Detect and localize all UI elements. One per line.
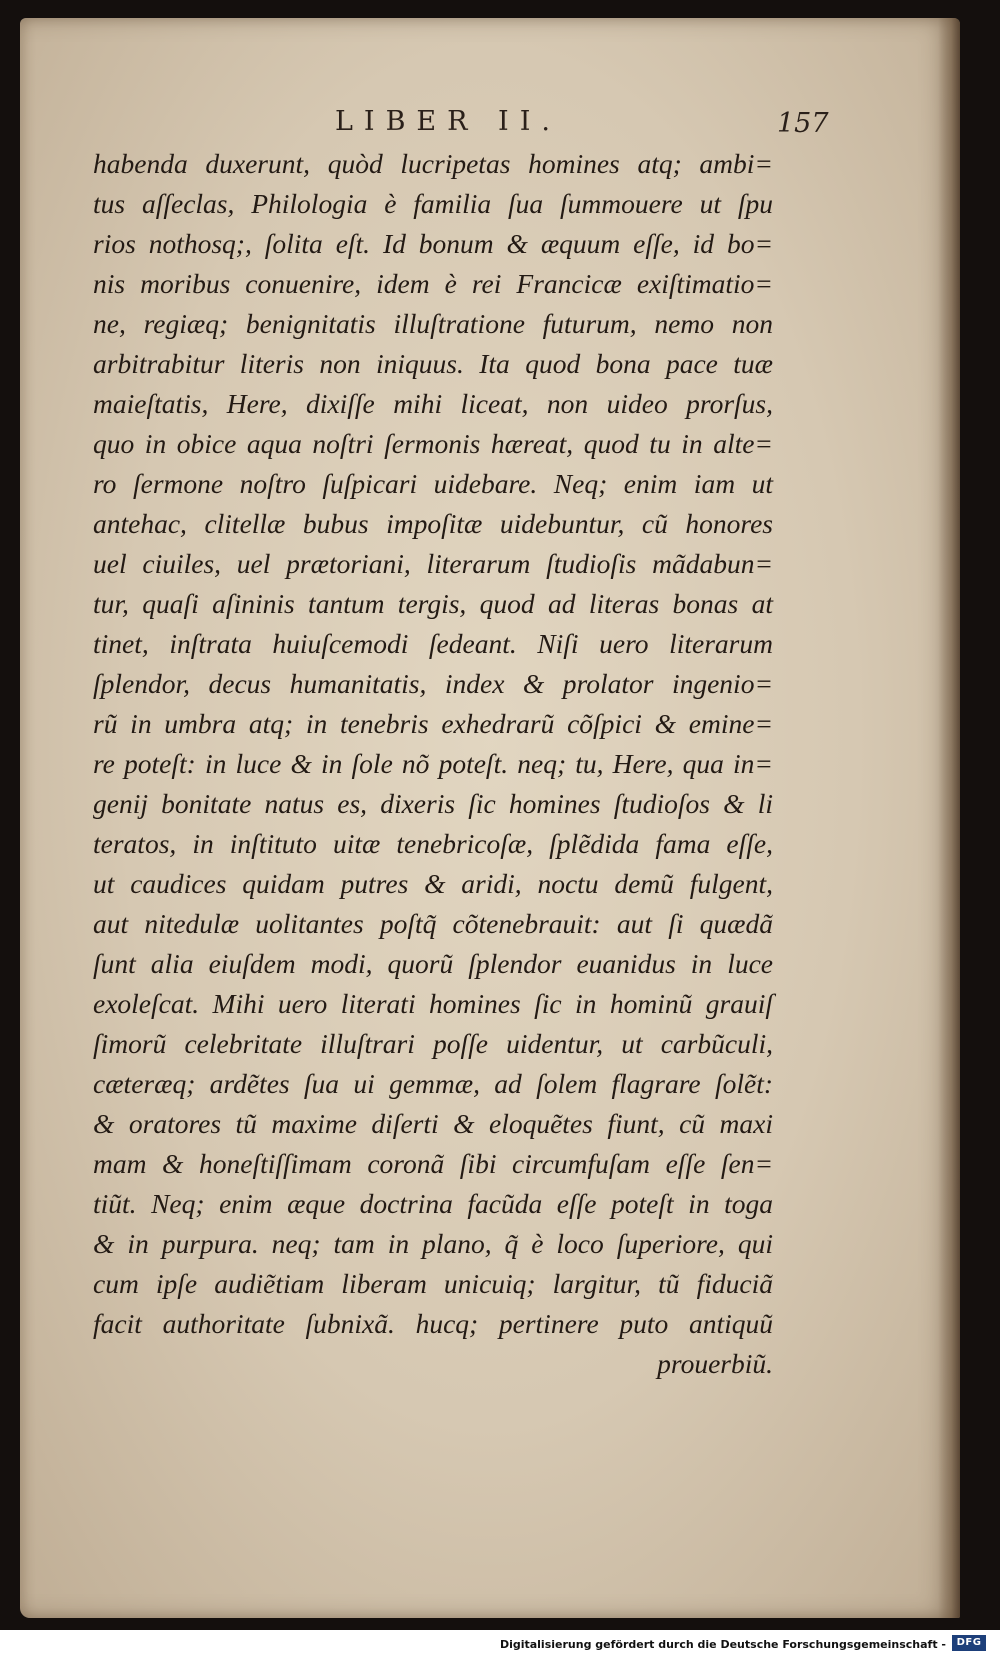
page-edge-shadow: [938, 18, 960, 1618]
book-page: [20, 18, 960, 1618]
digitization-footer: [0, 1630, 1000, 1660]
text-line: arbitrabitur literis non iniquus. Ita quod bona pace tuæ: [93, 348, 773, 379]
text-line: & in purpura. neq; tam in plano, q̃ è loco ſuperiore, qui: [93, 1228, 773, 1259]
text-line: ſunt alia eiuſdem modi, quorũ ſplendor euanidus in luce: [93, 948, 773, 979]
page-number: 157: [777, 108, 829, 139]
text-line: ſplendor, decus humanitatis, index & prolator ingenio=: [93, 668, 773, 699]
running-head: LIBER II.: [335, 106, 561, 137]
text-block: [93, 144, 773, 1384]
text-line: rios nothosq;, ſolita eſt. Id bonum & æquum eſſe, id bo=: [93, 228, 773, 259]
text-line: re poteſt: in luce & in ſole nõ poteſt. neq; tu, Here, qua in=: [93, 748, 773, 779]
text-line: aut nitedulæ uolitantes poſtq̃ cõtenebrauit: aut ſi quædã: [93, 908, 773, 939]
text-line: tus aſſeclas, Philologia è familia ſua ſummouere ut ſpu: [93, 188, 773, 219]
text-line: ro ſermone noſtro ſuſpicari uidebare. Neq; enim iam ut: [93, 468, 773, 499]
text-line: nis moribus conuenire, idem è rei Franciсæ exiſtimatio=: [93, 268, 773, 299]
text-line: quo in obice aqua noſtri ſermonis hæreat, quod tu in alte=: [93, 428, 773, 459]
text-line: mam & honeſtiſſimam coronã ſibi circumfuſam eſſe ſen=: [93, 1148, 773, 1179]
text-line: ſimorũ celebritate illuſtrari poſſe uidentur, ut carbũculi,: [93, 1028, 773, 1059]
text-line: uel ciuiles, uel prætoriani, literarum ſtudioſis mãdabun=: [93, 548, 773, 579]
text-line: cæteræq; ardẽtes ſua ui gemmæ, ad ſolem flagrare ſolẽt:: [93, 1068, 773, 1099]
text-line: facit authoritate ſubnixã. hucq; pertinere puto antiquũ: [93, 1308, 773, 1339]
text-line: & oratores tũ maxime diſerti & eloquẽtes fiunt, cũ maxi: [93, 1108, 773, 1139]
text-line: ne, regiæq; benignitatis illuſtratione futurum, nemo non: [93, 308, 773, 339]
text-line: prouerbiũ.: [657, 1348, 773, 1379]
text-line: rũ in umbra atq; in tenebris exhedrarũ cõſpici & emine=: [93, 708, 773, 739]
text-line: exoleſcat. Mihi uero literati homines ſic in hominũ grauiſ: [93, 988, 773, 1019]
text-line: ut caudices quidam putres & aridi, noctu demũ fulgent,: [93, 868, 773, 899]
dfg-logo: DFG: [952, 1635, 986, 1651]
text-line: habenda duxerunt, quòd lucripetas homines atq; ambi=: [93, 148, 773, 179]
text-line: maieſtatis, Here, dixiſſe mihi liceat, non uideo prorſus,: [93, 388, 773, 419]
text-line: tinet, inſtrata huiuſcemodi ſedeant. Niſi uero literarum: [93, 628, 773, 659]
text-line: cum ipſe audiẽtiam liberam unicuiq; largitur, tũ fiduciã: [93, 1268, 773, 1299]
text-line: teratos, in inſtituto uitæ tenebricoſæ, ſplẽdida fama eſſe,: [93, 828, 773, 859]
text-line: antehac, clitellæ bubus impoſitæ uidebuntur, cũ honores: [93, 508, 773, 539]
text-line: genij bonitate natus es, dixeris ſic homines ſtudioſos & li: [93, 788, 773, 819]
text-line: tiũt. Neq; enim æque doctrina facũda eſſe poteſt in toga: [93, 1188, 773, 1219]
text-line: tur, quaſi aſininis tantum tergis, quod ad literas bonas at: [93, 588, 773, 619]
funding-credit: Digitalisierung gefördert durch die Deutsche Forschungsgemeinschaft -: [499, 1638, 946, 1651]
